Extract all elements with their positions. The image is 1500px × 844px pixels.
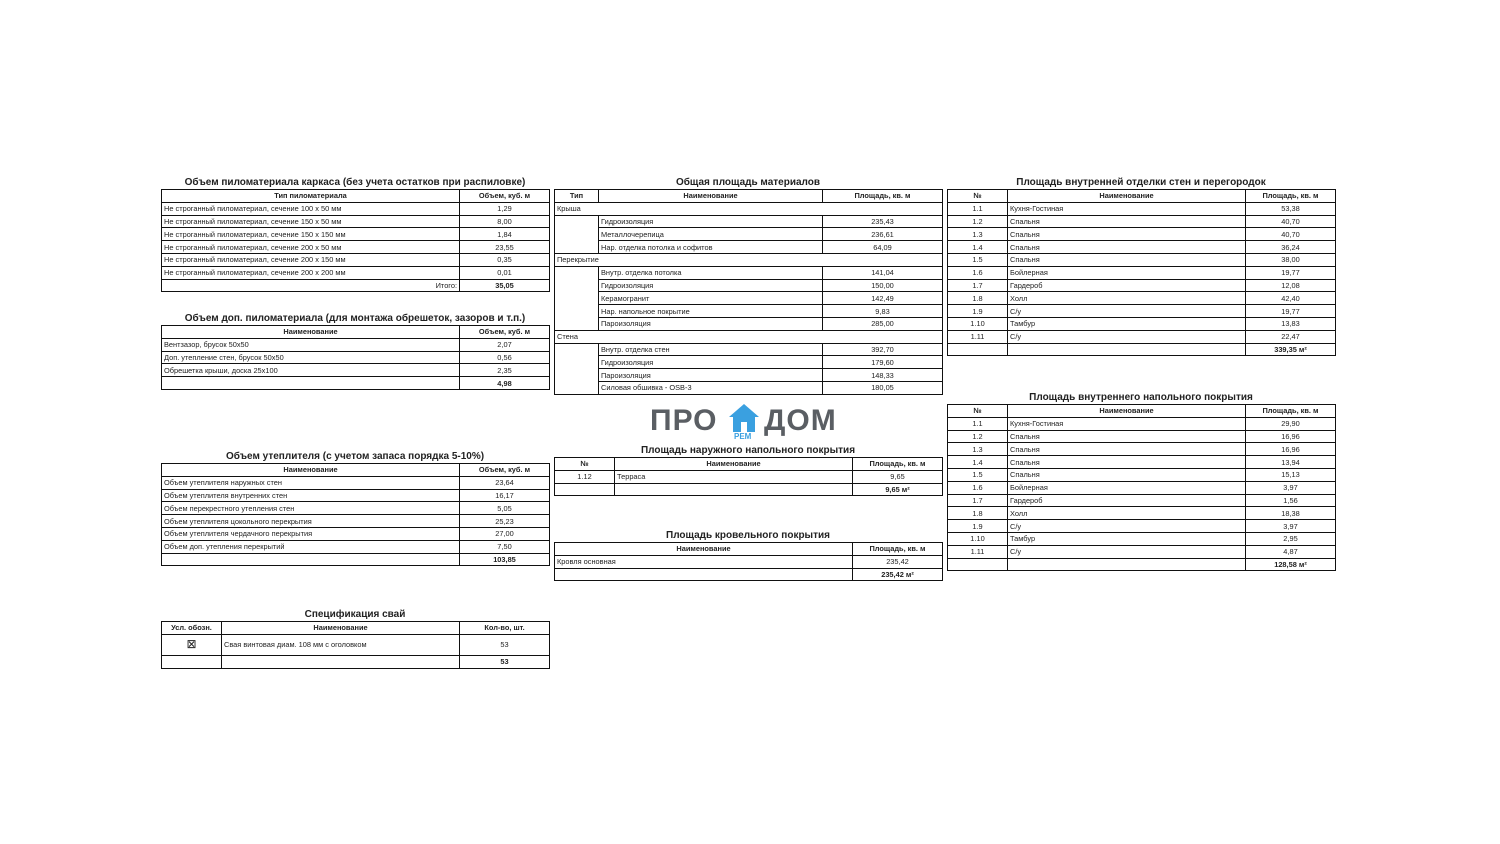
row-name: Холл — [1008, 507, 1246, 520]
row-number: 1.5 — [948, 253, 1008, 266]
material-name: Металлочерепица — [599, 228, 823, 241]
total-spacer — [948, 558, 1008, 571]
table-row — [948, 545, 1336, 558]
col-header: Наименование — [162, 464, 460, 477]
table-row — [162, 364, 550, 377]
table-row — [162, 634, 550, 655]
row-name: Не строганный пиломатериал, сечение 150 х 50 мм — [162, 215, 460, 228]
row-value: 2,35 — [460, 364, 550, 377]
total-label: Итого: — [162, 279, 460, 292]
table-row — [948, 417, 1336, 430]
table-row — [162, 338, 550, 351]
group-spacer — [555, 292, 599, 305]
table-row — [555, 228, 943, 241]
table-row — [162, 228, 550, 241]
group-spacer — [555, 356, 599, 369]
total-spacer — [1008, 343, 1246, 356]
row-value: 29,90 — [1246, 417, 1336, 430]
row-value: 1,29 — [460, 202, 550, 215]
indoor-floor-block — [947, 392, 1335, 571]
total-row — [948, 343, 1336, 356]
row-name: Кровля основная — [555, 555, 853, 568]
row-name: Спальня — [1008, 430, 1246, 443]
row-number: 1.8 — [948, 507, 1008, 520]
row-name: Спальня — [1008, 443, 1246, 456]
total-spacer — [162, 553, 460, 566]
material-area: 64,09 — [823, 241, 943, 254]
material-name: Нар. напольное покрытие — [599, 305, 823, 318]
row-number: 1.3 — [948, 443, 1008, 456]
row-name: Спальня — [1008, 215, 1246, 228]
indoor-floor-title: Площадь внутреннего напольного покрытия — [1029, 392, 1253, 403]
material-name: Внутр. отделка стен — [599, 343, 823, 356]
table-row — [948, 481, 1336, 494]
row-value: 23,64 — [460, 476, 550, 489]
row-value: 8,00 — [460, 215, 550, 228]
table-row — [948, 330, 1336, 343]
row-value: 13,83 — [1246, 317, 1336, 330]
table-row — [948, 228, 1336, 241]
table-row — [948, 520, 1336, 533]
row-value: 18,38 — [1246, 507, 1336, 520]
row-number: 1.10 — [948, 532, 1008, 545]
pile-qty: 53 — [460, 634, 550, 655]
row-name: Спальня — [1008, 241, 1246, 254]
col-header: Площадь, кв. м — [853, 458, 943, 471]
row-number: 1.5 — [948, 468, 1008, 481]
row-name: С/у — [1008, 330, 1246, 343]
extra-lumber-title: Объем доп. пиломатериала (для монтажа обрешеток, зазоров и т.п.) — [184, 313, 526, 324]
roof-block — [554, 530, 942, 581]
material-area: 235,43 — [823, 215, 943, 228]
row-value: 1,84 — [460, 228, 550, 241]
table-row — [948, 507, 1336, 520]
row-name: Спальня — [1008, 253, 1246, 266]
row-name: Объем перекрестного утепления стен — [162, 502, 460, 515]
row-value: 40,70 — [1246, 215, 1336, 228]
material-name: Гидроизоляция — [599, 215, 823, 228]
logo-text-left: ПРО — [650, 404, 718, 437]
table-row — [948, 494, 1336, 507]
piles-table — [161, 621, 550, 669]
table-row — [555, 241, 943, 254]
row-name: С/у — [1008, 305, 1246, 318]
row-number: 1.8 — [948, 292, 1008, 305]
total-row — [162, 553, 550, 566]
col-header: Объем, куб. м — [460, 326, 550, 339]
total-spacer — [555, 483, 615, 496]
total-spacer — [555, 568, 853, 581]
row-number: 1.1 — [948, 202, 1008, 215]
row-value: 42,40 — [1246, 292, 1336, 305]
group-spacer — [555, 317, 599, 330]
table-row — [555, 555, 943, 568]
total-row — [162, 377, 550, 390]
table-row — [162, 241, 550, 254]
total-row — [162, 279, 550, 292]
total-spacer — [948, 343, 1008, 356]
house-icon — [728, 402, 760, 434]
group-spacer — [555, 305, 599, 318]
row-value: 23,55 — [460, 241, 550, 254]
material-area: 179,60 — [823, 356, 943, 369]
row-name: Тамбур — [1008, 317, 1246, 330]
row-value: 15,13 — [1246, 468, 1336, 481]
table-row — [162, 215, 550, 228]
total-value: 235,42 м² — [853, 568, 943, 581]
row-value: 40,70 — [1246, 228, 1336, 241]
total-spacer — [615, 483, 853, 496]
group-spacer — [555, 228, 599, 241]
material-area: 392,70 — [823, 343, 943, 356]
table-row — [162, 540, 550, 553]
table-row — [162, 527, 550, 540]
materials-block — [554, 177, 942, 395]
table-row — [555, 317, 943, 330]
row-name: Кухня-Гостиная — [1008, 417, 1246, 430]
material-name: Гидроизоляция — [599, 356, 823, 369]
outdoor-floor-title: Площадь наружного напольного покрытия — [640, 445, 856, 456]
row-number: 1.2 — [948, 215, 1008, 228]
material-area: 142,49 — [823, 292, 943, 305]
row-value: 19,77 — [1246, 266, 1336, 279]
row-name: Не строганный пиломатериал, сечение 100 х 50 мм — [162, 202, 460, 215]
row-name: Терраса — [615, 470, 853, 483]
col-header: Наименование — [222, 622, 460, 635]
table-row — [948, 202, 1336, 215]
row-value: 53,38 — [1246, 202, 1336, 215]
col-header: Площадь, кв. м — [853, 543, 943, 556]
group-row — [555, 330, 943, 343]
col-header: Наименование — [615, 458, 853, 471]
group-type: Перекрытие — [555, 253, 943, 266]
row-value: 9,65 — [853, 470, 943, 483]
row-name: Бойлерная — [1008, 266, 1246, 279]
row-value: 3,97 — [1246, 481, 1336, 494]
pile-symbol-icon: ⊠ — [162, 634, 222, 655]
table-row — [555, 381, 943, 394]
piles-title: Спецификация свай — [304, 609, 406, 620]
table-row — [162, 202, 550, 215]
row-number: 1.12 — [555, 470, 615, 483]
table-row — [948, 253, 1336, 266]
total-row — [555, 568, 943, 581]
group-row — [555, 253, 943, 266]
row-name: Не строганный пиломатериал, сечение 200 х 200 мм — [162, 266, 460, 279]
total-row — [162, 655, 550, 668]
row-value: 36,24 — [1246, 241, 1336, 254]
roof-title: Площадь кровельного покрытия — [666, 530, 830, 541]
table-row — [948, 468, 1336, 481]
row-number: 1.9 — [948, 305, 1008, 318]
row-value: 22,47 — [1246, 330, 1336, 343]
col-header: Усл. обозн. — [162, 622, 222, 635]
row-value: 16,17 — [460, 489, 550, 502]
row-number: 1.4 — [948, 241, 1008, 254]
col-header: Площадь, кв. м — [1246, 190, 1336, 203]
col-header: Объем, куб. м — [460, 464, 550, 477]
row-name: Не строганный пиломатериал, сечение 200 х 150 мм — [162, 253, 460, 266]
row-number: 1.6 — [948, 266, 1008, 279]
piles-total: 53 — [460, 655, 550, 668]
table-row — [948, 317, 1336, 330]
row-number: 1.1 — [948, 417, 1008, 430]
row-name: Объем утеплителя внутренних стен — [162, 489, 460, 502]
table-row — [948, 456, 1336, 469]
pile-name: Свая винтовая диам. 108 мм с оголовком — [222, 634, 460, 655]
table-row — [948, 532, 1336, 545]
logo-text-right: ДОМ — [764, 404, 837, 437]
row-name: Объем утеплителя чердачного перекрытия — [162, 527, 460, 540]
materials-title: Общая площадь материалов — [675, 177, 821, 188]
group-spacer — [555, 215, 599, 228]
row-name: Спальня — [1008, 456, 1246, 469]
material-name: Пароизоляция — [599, 369, 823, 382]
col-header: Объем, куб. м — [460, 190, 550, 203]
row-name: Спальня — [1008, 468, 1246, 481]
material-name: Пароизоляция — [599, 317, 823, 330]
table-row — [555, 215, 943, 228]
outdoor-floor-table — [554, 457, 943, 496]
table-row — [162, 476, 550, 489]
row-number: 1.4 — [948, 456, 1008, 469]
piles-block — [161, 609, 549, 669]
extra-lumber-block — [161, 313, 549, 390]
lumber-title: Объем пиломатериала каркаса (без учета остатков при распиловке) — [184, 177, 526, 188]
table-row — [555, 369, 943, 382]
row-value: 38,00 — [1246, 253, 1336, 266]
row-name: Не строганный пиломатериал, сечение 150 х 150 мм — [162, 228, 460, 241]
col-header: Наименование — [599, 190, 823, 203]
row-value: 3,97 — [1246, 520, 1336, 533]
row-number: 1.11 — [948, 330, 1008, 343]
table-row — [162, 489, 550, 502]
indoor-floor-table — [947, 404, 1336, 571]
table-row — [948, 241, 1336, 254]
row-value: 2,95 — [1246, 532, 1336, 545]
table-row — [555, 343, 943, 356]
col-header: Тип пиломатериала — [162, 190, 460, 203]
row-name: Объем утеплителя наружных стен — [162, 476, 460, 489]
material-name: Внутр. отделка потолка — [599, 266, 823, 279]
col-header: Площадь, кв. м — [823, 190, 943, 203]
total-row — [555, 483, 943, 496]
row-value: 25,23 — [460, 515, 550, 528]
table-row — [555, 356, 943, 369]
material-area: 285,00 — [823, 317, 943, 330]
outdoor-floor-block — [554, 445, 942, 496]
row-number: 1.6 — [948, 481, 1008, 494]
row-name: Кухня-Гостиная — [1008, 202, 1246, 215]
row-name: Объем доп. утепления перекрытий — [162, 540, 460, 553]
row-number: 1.10 — [948, 317, 1008, 330]
group-spacer — [555, 381, 599, 394]
table-row — [162, 502, 550, 515]
row-name: Не строганный пиломатериал, сечение 200 х 50 мм — [162, 241, 460, 254]
table-row — [948, 305, 1336, 318]
row-value: 7,50 — [460, 540, 550, 553]
col-header: Наименование — [1008, 405, 1246, 418]
table-row — [948, 430, 1336, 443]
material-area: 141,04 — [823, 266, 943, 279]
insulation-block — [161, 451, 549, 566]
table-row — [555, 279, 943, 292]
row-value: 19,77 — [1246, 305, 1336, 318]
row-value: 16,96 — [1246, 430, 1336, 443]
col-header: Наименование — [1008, 190, 1246, 203]
table-row — [948, 292, 1336, 305]
lumber-table — [161, 189, 550, 292]
material-area: 180,05 — [823, 381, 943, 394]
pro-dom-logo — [648, 402, 848, 446]
table-row — [162, 253, 550, 266]
total-spacer — [1008, 558, 1246, 571]
insulation-title: Объем утеплителя (с учетом запаса порядка 5-10%) — [225, 451, 485, 462]
material-name: Гидроизоляция — [599, 279, 823, 292]
table-row — [948, 443, 1336, 456]
col-header: № — [948, 405, 1008, 418]
row-name: Гардероб — [1008, 494, 1246, 507]
group-spacer — [555, 343, 599, 356]
row-value: 13,94 — [1246, 456, 1336, 469]
table-row — [948, 279, 1336, 292]
material-name: Керамогранит — [599, 292, 823, 305]
total-value: 103,85 — [460, 553, 550, 566]
row-value: 5,05 — [460, 502, 550, 515]
insulation-table — [161, 463, 550, 566]
col-header: № — [555, 458, 615, 471]
row-value: 4,87 — [1246, 545, 1336, 558]
row-number: 1.9 — [948, 520, 1008, 533]
row-name: Доп. утепление стен, брусок 50х50 — [162, 351, 460, 364]
row-number: 1.2 — [948, 430, 1008, 443]
walls-block — [947, 177, 1335, 356]
col-header: Кол-во, шт. — [460, 622, 550, 635]
col-header: Тип — [555, 190, 599, 203]
table-row — [948, 266, 1336, 279]
table-row — [555, 305, 943, 318]
col-header: Наименование — [555, 543, 853, 556]
row-name: С/у — [1008, 520, 1246, 533]
row-name: Вентзазор, брусок 50х50 — [162, 338, 460, 351]
col-header: № — [948, 190, 1008, 203]
table-row — [555, 266, 943, 279]
row-value: 2,07 — [460, 338, 550, 351]
table-row — [555, 292, 943, 305]
table-row — [162, 351, 550, 364]
total-spacer — [162, 377, 460, 390]
row-value: 27,00 — [460, 527, 550, 540]
row-value: 16,96 — [1246, 443, 1336, 456]
row-value: 12,08 — [1246, 279, 1336, 292]
total-value: 339,35 м² — [1246, 343, 1336, 356]
row-name: Обрешетка крыши, доска 25х100 — [162, 364, 460, 377]
row-name: Бойлерная — [1008, 481, 1246, 494]
row-number: 1.7 — [948, 494, 1008, 507]
row-value: 0,56 — [460, 351, 550, 364]
table-row — [162, 266, 550, 279]
materials-table — [554, 189, 943, 395]
logo-sub: РЕМ — [734, 432, 752, 441]
col-header: Площадь, кв. м — [1246, 405, 1336, 418]
col-header: Наименование — [162, 326, 460, 339]
group-spacer — [555, 241, 599, 254]
extra-lumber-table — [161, 325, 550, 390]
row-number: 1.7 — [948, 279, 1008, 292]
group-type: Крыша — [555, 202, 943, 215]
table-row — [162, 515, 550, 528]
material-name: Силовая обшивка - OSB-3 — [599, 381, 823, 394]
row-value: 1,56 — [1246, 494, 1336, 507]
row-name: Спальня — [1008, 228, 1246, 241]
material-area: 150,00 — [823, 279, 943, 292]
total-row — [948, 558, 1336, 571]
group-spacer — [555, 266, 599, 279]
material-area: 236,61 — [823, 228, 943, 241]
row-value: 235,42 — [853, 555, 943, 568]
total-value: 35,05 — [460, 279, 550, 292]
group-row — [555, 202, 943, 215]
group-type: Стена — [555, 330, 943, 343]
walls-title: Площадь внутренней отделки стен и перегородок — [1016, 177, 1266, 188]
row-number: 1.3 — [948, 228, 1008, 241]
material-name: Нар. отделка потолка и софитов — [599, 241, 823, 254]
material-area: 148,33 — [823, 369, 943, 382]
row-name: Объем утеплителя цокольного перекрытия — [162, 515, 460, 528]
row-value: 0,35 — [460, 253, 550, 266]
row-name: Гардероб — [1008, 279, 1246, 292]
total-value: 128,58 м² — [1246, 558, 1336, 571]
roof-table — [554, 542, 943, 581]
walls-table — [947, 189, 1336, 356]
row-name: Тамбур — [1008, 532, 1246, 545]
group-spacer — [555, 369, 599, 382]
total-value: 9,65 м² — [853, 483, 943, 496]
row-name: Холл — [1008, 292, 1246, 305]
row-value: 0,01 — [460, 266, 550, 279]
material-area: 9,83 — [823, 305, 943, 318]
row-number: 1.11 — [948, 545, 1008, 558]
table-row — [555, 470, 943, 483]
table-row — [948, 215, 1336, 228]
group-spacer — [555, 279, 599, 292]
total-value: 4,98 — [460, 377, 550, 390]
lumber-block — [161, 177, 549, 292]
row-name: С/у — [1008, 545, 1246, 558]
